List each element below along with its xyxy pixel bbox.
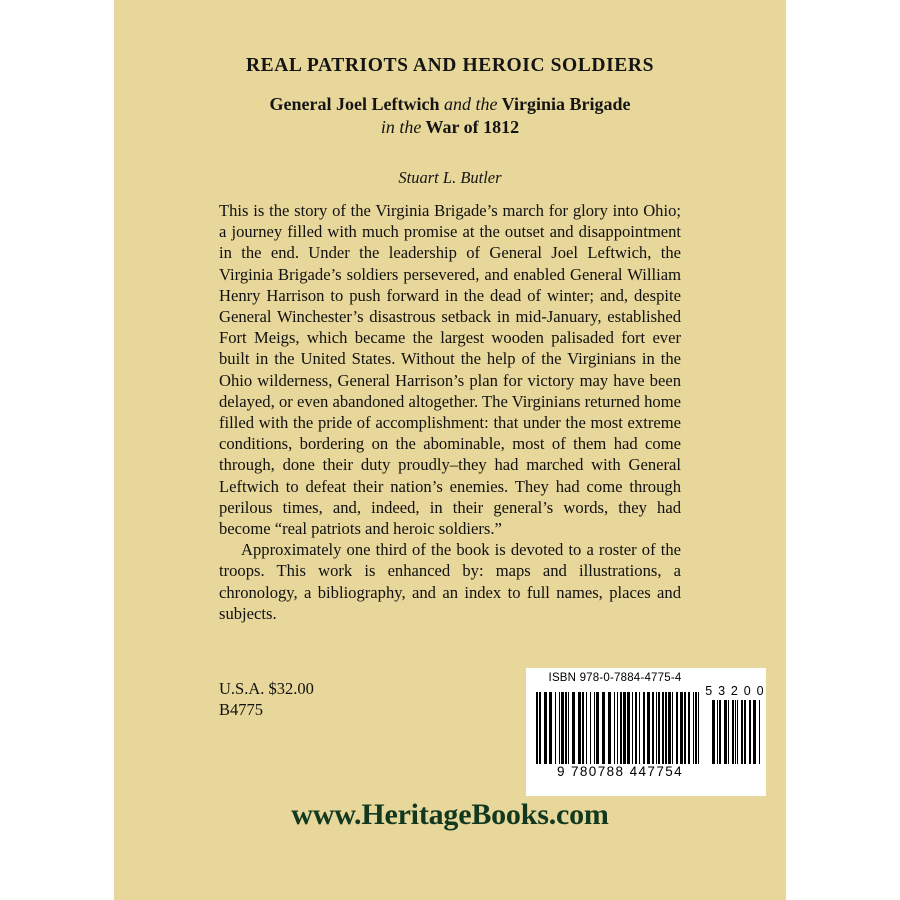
barcode-ean-digits: 9 780788 447754: [556, 764, 684, 779]
subtitle-war: War of 1812: [421, 117, 520, 137]
subtitle-inthe: in the: [380, 117, 422, 137]
subtitle-brigade-name: Virginia Brigade: [497, 94, 631, 114]
subtitle-general-name: General Joel Leftwich: [269, 94, 444, 114]
cover-content: [218, 0, 765, 900]
book-subtitle: [218, 93, 682, 139]
price-block: [219, 678, 314, 720]
blurb-paragraph-2: Approximately one third of the book is devoted to a roster of the troops. This work is enhanced by: maps and illustrations, a chronology, a bibliography, and an index to full names, places and subjects.: [219, 540, 681, 623]
barcode-block: [526, 668, 766, 796]
barcode-addon-digits: 5 3 2 0 0: [705, 684, 765, 698]
isbn-label: ISBN 978-0-7884-4775-4: [548, 672, 682, 684]
author-name: Stuart L. Butler: [398, 168, 502, 187]
barcode-addon-bars: [712, 700, 762, 764]
blurb-text: [219, 200, 681, 624]
item-code-text: B4775: [219, 700, 264, 719]
page-title: REAL PATRIOTS AND HEROIC SOLDIERS: [245, 55, 655, 76]
subtitle-connector: and the: [443, 94, 498, 114]
price-text: U.S.A. $32.00: [219, 679, 314, 698]
barcode-ean13-bars: [536, 692, 702, 764]
publisher-website: www.HeritageBooks.com: [291, 798, 609, 831]
book-back-cover: [114, 0, 786, 900]
blurb-paragraph-1: This is the story of the Virginia Brigade’s march for glory into Ohio; a journey filled with much promise at the outset and disappointment in the end. Under the leadership of General Joel Leftwich, the Virginia Brigade’s soldiers persevered, and enabled General William Henry Harrison to push forward in the dead of winter; and, despite General Winchester’s disastrous setback in mid-January, established Fort Meigs, which became the largest wooden palisaded fort ever built in the United States. Without the help of the Virginians in the Ohio wilderness, General Harrison’s plan for victory may have been delayed, or even abandoned altogether. The Virginians returned home filled with the pride of accomplishment: that under the most extreme conditions, bordering on the abominable, most of them had come through, done their duty proudly–they had marched with General Leftwich to defeat their nation’s enemies. They had come through perilous times, and, indeed, in their general’s words, they had become “real patriots and heroic soldiers.”: [219, 201, 681, 539]
